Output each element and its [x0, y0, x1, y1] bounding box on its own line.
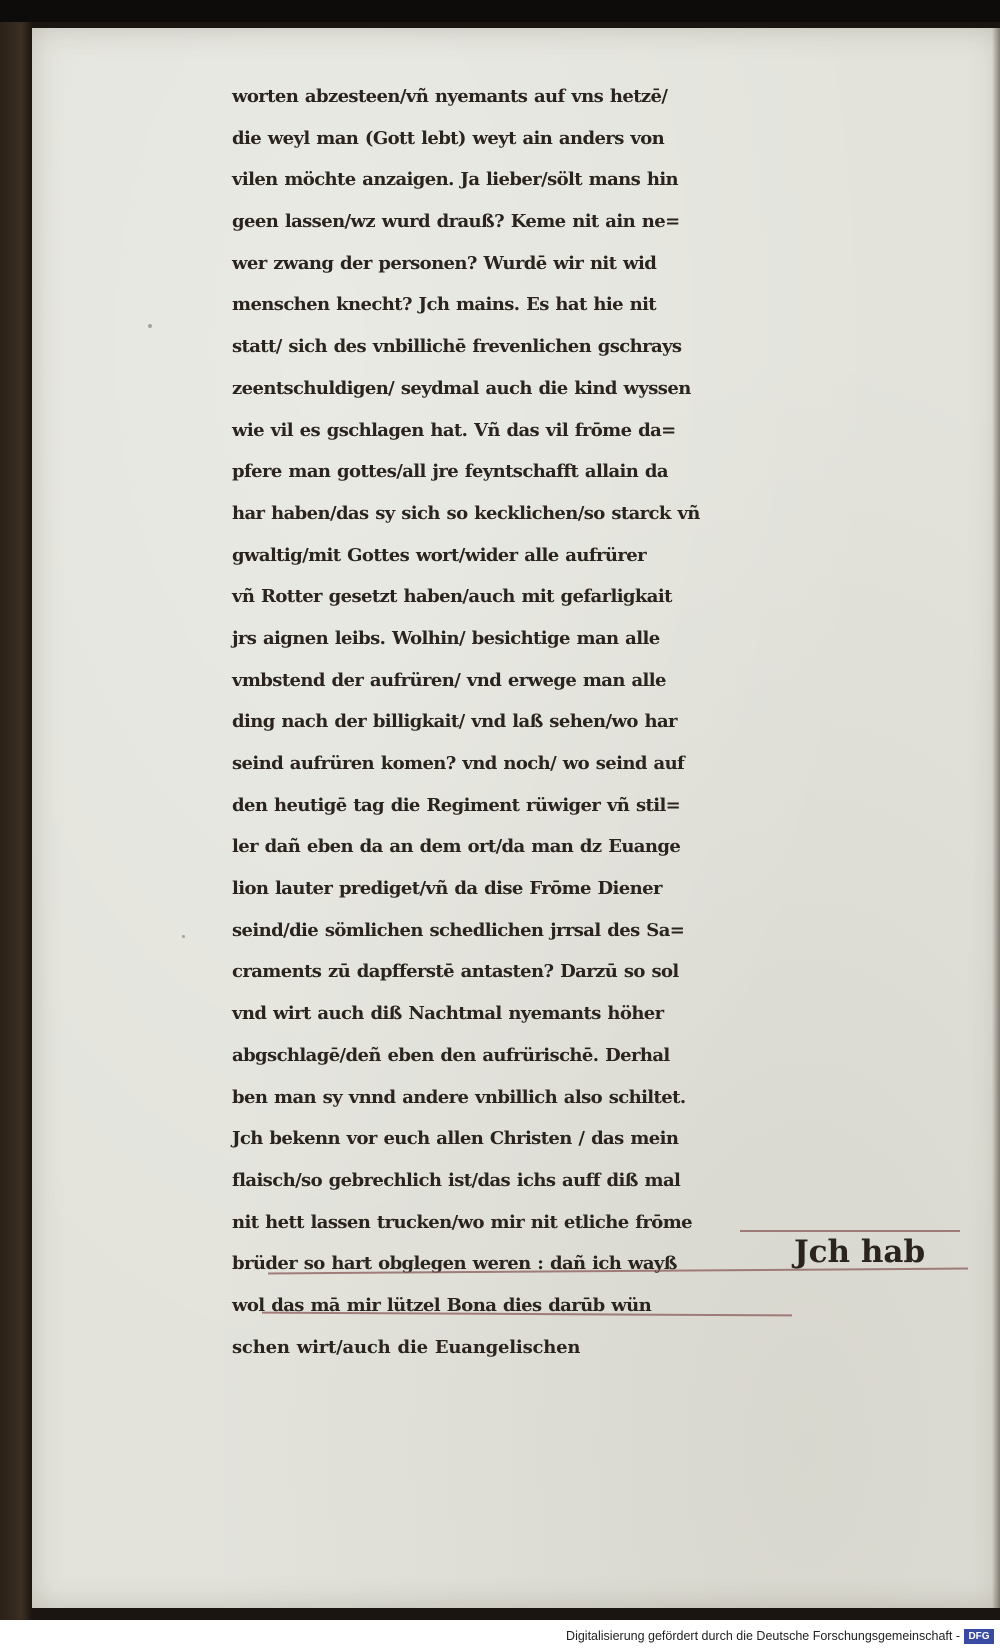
- text-line: vmbstend der aufrüren/ vnd erwege man alle: [232, 669, 666, 691]
- dfg-logo-icon: DFG: [964, 1629, 994, 1644]
- text-line: jrs aignen leibs. Wolhin/ besichtige man alle: [232, 627, 660, 649]
- catchword: Jch hab: [794, 1234, 926, 1270]
- text-line: schen wirt/auch die Euangelischen: [232, 1336, 581, 1358]
- text-line: vnd wirt auch diß Nachtmal nyemants höher: [232, 1003, 664, 1025]
- page-edge-shadow: [992, 28, 1000, 1608]
- text-column: [232, 76, 962, 1368]
- text-line: craments zū dapfferstē antasten? Darzū so sol: [232, 961, 679, 983]
- text-line: worten abzesteen/vñ nyemants auf vns hetzē/: [232, 86, 668, 107]
- text-line: nit hett lassen trucken/wo mir nit etliche frōme: [232, 1211, 692, 1233]
- text-line: seind aufrüren komen? vnd noch/ wo seind auf: [232, 753, 685, 774]
- text-line: abgschlagē/deñ eben den aufrürischē. Derhal: [232, 1044, 670, 1066]
- text-line: die weyl man (Gott lebt) weyt ain anders von: [232, 127, 665, 149]
- scan-top-edge: [0, 0, 1000, 22]
- text-line: menschen knecht? Jch mains. Es hat hie nit: [232, 294, 657, 316]
- text-line: pfere man gottes/all jre feyntschafft allain da: [232, 461, 668, 483]
- text-line: wer zwang der personen? Wurdē wir nit wid: [232, 252, 657, 274]
- paper-speck: [182, 935, 185, 938]
- text-line: lion lauter prediget/vñ da dise Frōme Diener: [232, 878, 662, 900]
- text-line: flaisch/so gebrechlich ist/das ichs auff diß mal: [232, 1169, 681, 1191]
- text-line: gwaltig/mit Gottes wort/wider alle aufrürer: [232, 544, 646, 566]
- text-line: brüder so hart obglegen weren : dañ ich wayß: [232, 1253, 677, 1275]
- text-line: den heutigē tag die Regiment rüwiger vñ stil=: [232, 794, 681, 816]
- text-line: seind/die sömlichen schedlichen jrrsal des Sa=: [232, 919, 685, 941]
- manuscript-underline: [740, 1230, 960, 1232]
- text-line: vilen möchte anzaigen. Ja lieber/sölt mans hin: [232, 169, 679, 191]
- text-line: vñ Rotter gesetzt haben/auch mit gefarligkait: [232, 586, 672, 608]
- text-line: wie vil es gschlagen hat. Vñ das vil frōme da=: [232, 419, 676, 441]
- text-line: wol das mā mir lützel Bona dies darūb wün: [232, 1294, 652, 1316]
- text-line: zeentschuldigen/ seydmal auch die kind wyssen: [232, 377, 691, 399]
- text-line: ben man sy vnnd andere vnbillich also schiltet.: [232, 1086, 686, 1108]
- text-line: geen lassen/wz wurd drauß? Keme nit ain ne=: [232, 211, 680, 233]
- digitization-credit: Digitalisierung gefördert durch die Deutsche Forschungsgemeinschaft -: [566, 1629, 960, 1643]
- paper-speck: [148, 324, 152, 328]
- text-line: ding nach der billigkait/ vnd laß sehen/wo har: [232, 711, 677, 733]
- text-line: har haben/das sy sich so kecklichen/so starck vñ: [232, 502, 700, 524]
- text-line: ler dañ eben da an dem ort/da man dz Euange: [232, 836, 681, 858]
- text-line: Jch bekenn vor euch allen Christen / das mein: [232, 1128, 679, 1150]
- text-line: statt/ sich des vnbillichē frevenlichen gschrays: [232, 336, 682, 358]
